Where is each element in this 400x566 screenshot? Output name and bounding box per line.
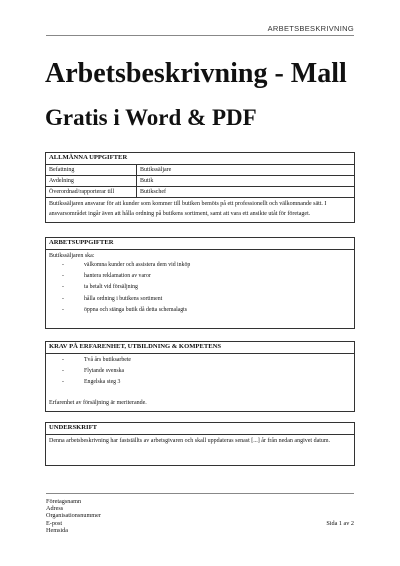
list-item: - hålla ordning i butikens sortiment: [62, 294, 354, 305]
company-name: Företagsnamn: [46, 498, 82, 505]
document-title: Arbetsbeskrivning - Mall: [45, 58, 347, 89]
running-header: ARBETSBESKRIVNING: [267, 24, 354, 33]
role-label: Befattning: [46, 165, 137, 176]
role-value: Butikssäljare: [137, 165, 355, 176]
general-section: [45, 152, 355, 223]
requirements-list: [46, 354, 354, 389]
company-email: E-post: [46, 519, 63, 527]
footer-divider: [46, 493, 354, 494]
requirements-note: Erfarenhet av försäljning är meriterande.: [49, 399, 147, 406]
organisation-number: Organisationsnummer: [46, 512, 101, 520]
table-row: [46, 187, 354, 198]
department-label: Avdelning: [46, 176, 137, 187]
signature-heading: UNDERSKRIFT: [46, 423, 354, 435]
footer-company-info: [46, 498, 101, 534]
requirements-section: [45, 341, 355, 412]
department-value: Butik: [137, 176, 355, 187]
requirements-heading: KRAV PÅ ERFARENHET, UTBILDNING & KOMPETENS: [46, 342, 354, 354]
list-item: - ta betalt vid försäljning: [62, 282, 354, 293]
tasks-intro: Butikssäljaren ska:: [49, 253, 95, 259]
company-website: Hemsida: [46, 526, 68, 534]
tasks-section: [45, 237, 355, 329]
list-item: - välkomna kunder och assistera dem vid inköp: [62, 260, 354, 271]
table-row: [46, 165, 354, 176]
list-item: - Flytande svenska: [62, 366, 354, 377]
tasks-heading: ARBETSUPPGIFTER: [46, 238, 354, 250]
table-row: [46, 176, 354, 187]
company-address: Adress: [46, 505, 64, 513]
list-item: - öppna och stänga butik då detta schemalagts: [62, 305, 354, 316]
list-item: - Två års butiksarbete: [62, 355, 354, 366]
document-subtitle: Gratis i Word & PDF: [45, 105, 257, 130]
signature-text: Denna arbetsbeskrivning har fastställts av arbetsgivaren och skall uppdateras senast [...] år från nedan angivet datum.: [49, 438, 331, 444]
general-heading: ALLMÄNNA UPPGIFTER: [46, 153, 354, 165]
reports-to-label: Överordnad/rapporterar till: [46, 187, 137, 198]
task-list: [46, 260, 354, 316]
page-number: Sida 1 av 2: [326, 520, 354, 527]
role-description: Butikssäljaren ansvarar för att kunder som kommer till butiken bemöts på ett professionellt och välkomnande sätt. I ansvarsområdet ingår även att hålla ordning på butikens sortiment, samt att vara ett ansikte utåt för företaget.: [49, 201, 327, 217]
signature-section: [45, 422, 355, 466]
list-item: - hantera reklamation av varor: [62, 271, 354, 282]
general-info-table: [46, 165, 354, 198]
list-item: - Engelska steg 3: [62, 377, 354, 388]
header-divider: [46, 35, 354, 36]
reports-to-value: Butikschef: [137, 187, 355, 198]
